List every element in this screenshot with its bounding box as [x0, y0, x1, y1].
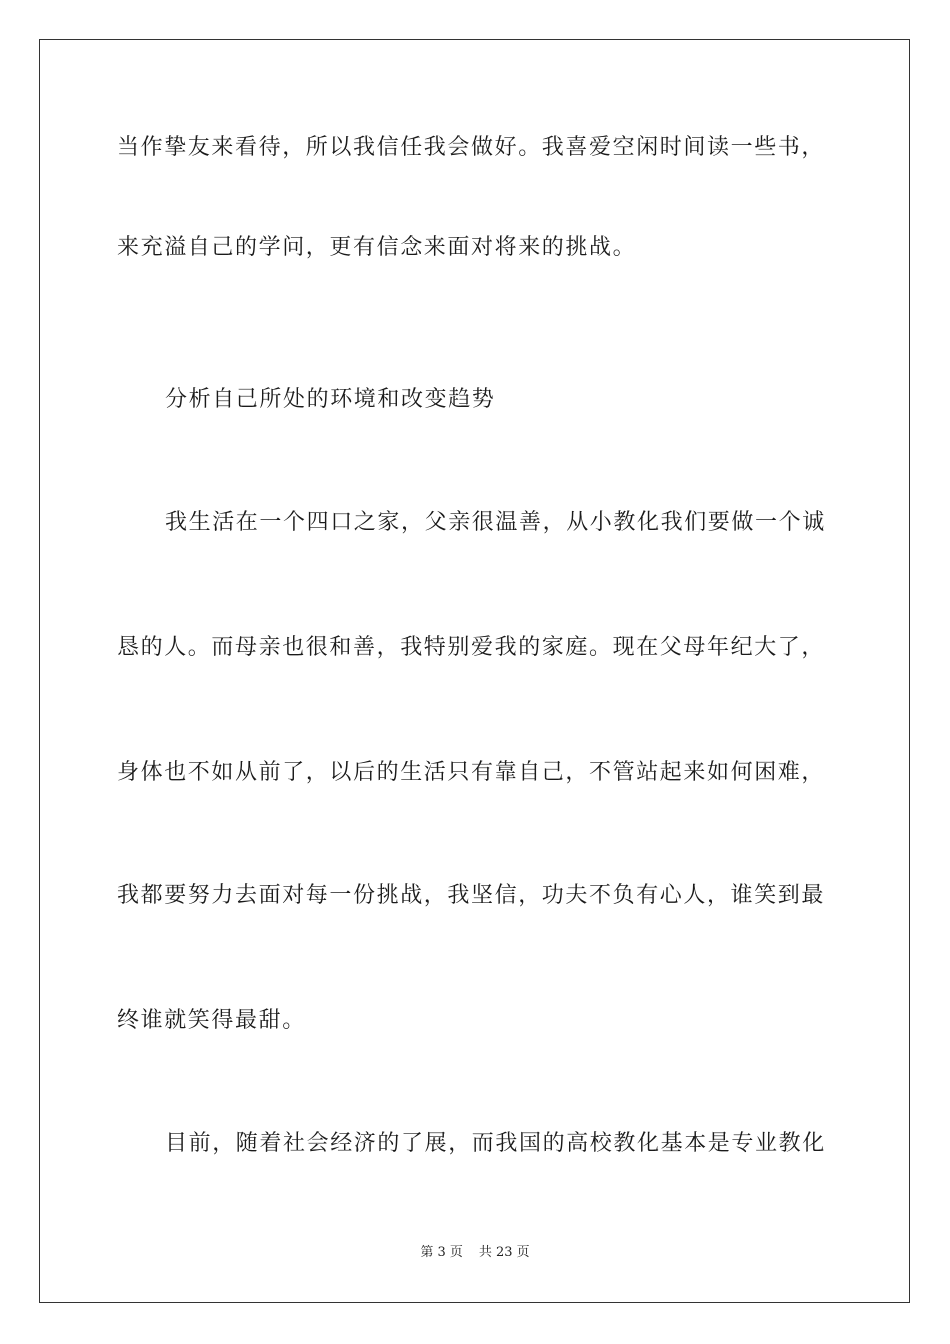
body-line-1: 当作挚友来看待，所以我信任我会做好。我喜爱空闲时间读一些书， — [117, 135, 826, 160]
body-line-5: 恳的人。而母亲也很和善，我特别爱我的家庭。现在父母年纪大了， — [117, 635, 826, 660]
body-line-6: 身体也不如从前了，以后的生活只有靠自己，不管站起来如何困难， — [117, 760, 826, 785]
body-line-7: 我都要努力去面对每一份挑战，我坚信，功夫不负有心人，谁笑到最 — [117, 883, 826, 908]
section-heading: 分析自己所处的环境和改变趋势 — [165, 387, 496, 412]
page-number: 第 3 页 — [420, 1245, 463, 1260]
body-line-8: 终谁就笑得最甜。 — [117, 1008, 306, 1033]
page-total: 共 23 页 — [478, 1245, 530, 1260]
paragraph-start-line: 我生活在一个四口之家，父亲很温善，从小教化我们要做一个诚 — [165, 510, 826, 535]
paragraph-start-line: 目前，随着社会经济的了展，而我国的高校教化基本是专业教化 — [165, 1131, 826, 1156]
page-frame — [39, 39, 910, 1303]
page-footer — [0, 1244, 950, 1262]
body-line-2: 来充溢自己的学问，更有信念来面对将来的挑战。 — [117, 235, 637, 260]
